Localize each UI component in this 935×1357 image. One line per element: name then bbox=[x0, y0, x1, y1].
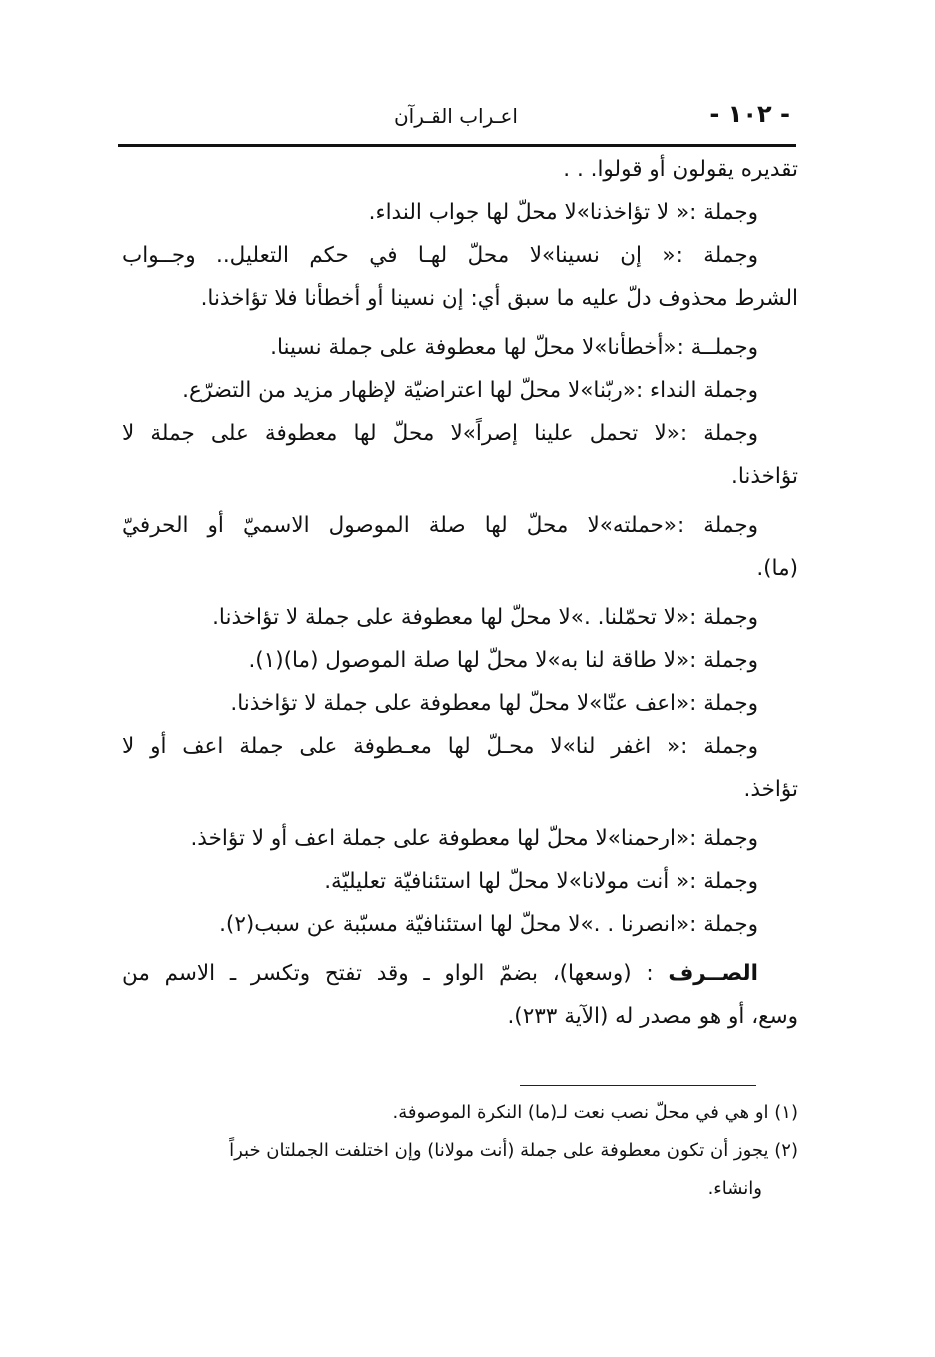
text-line: وجملة :« إن نسينا»لا محلّ لهـا في حكم التعليل.. وجــواب bbox=[122, 243, 758, 268]
footnote-rule bbox=[520, 1085, 756, 1086]
text-line bbox=[122, 952, 798, 995]
text-line: (ما). bbox=[756, 556, 798, 581]
text-line: وجملة :«لا تحمّلنا. .»لا محلّ لها معطوفة على جملة لا تؤاخذنا. bbox=[212, 605, 758, 630]
section-heading-sarf: الصــرف bbox=[668, 961, 758, 986]
text-line: وجملة :«لا طاقة لنا به»لا محلّ لها صلة الموصول (ما)(١). bbox=[248, 648, 758, 673]
text-line: وسع، أو هو مصدر له (الآية ٢٣٣). bbox=[507, 1004, 798, 1029]
text-line: الشرط محذوف دلّ عليه ما سبق أي: إن نسينا أو أخطأنا فلا تؤاخذنا. bbox=[200, 286, 798, 311]
main-text bbox=[122, 148, 798, 1038]
page-number: - ١٠٢ - bbox=[709, 100, 790, 128]
footnote: وانشاء. bbox=[707, 1178, 762, 1199]
text-line: وجملة النداء :«ربّنا»لا محلّ لها اعتراضيّة لإظهار مزيد من التضرّع. bbox=[182, 378, 758, 403]
text-line: وجملة :« لا تؤاخذنا»لا محلّ لها جواب النداء. bbox=[368, 200, 758, 225]
text-line: وجملة :«ارحمنا»لا محلّ لها معطوفة على جملة اعف أو لا تؤاخذ. bbox=[190, 826, 758, 851]
text-span: : (وسعها)، بضمّ الواو ـ وقد تفتح وتكسر ـ الاسم من bbox=[122, 961, 654, 986]
text-line: تقديره يقولون أو قولوا. . . bbox=[563, 157, 798, 182]
text-line: وجملة :«لا تحمل علينا إصراً»لا محلّ لها معطوفة على جملة لا bbox=[122, 421, 758, 446]
text-line: وجملة :«انصرنا . .»لا محلّ لها استئنافيّة مسبّبة عن سبب(٢). bbox=[219, 912, 758, 937]
text-line: تؤاخذ. bbox=[743, 777, 798, 802]
page-header bbox=[120, 100, 800, 134]
header-rule bbox=[118, 144, 796, 147]
footnotes bbox=[122, 1094, 798, 1208]
text-line: وجملة :« اغفر لنا»لا محـلّ لها معـطوفة على جملة اعف أو لا bbox=[122, 734, 758, 759]
text-line: وجملة :«اعف عنّا»لا محلّ لها معطوفة على جملة لا تؤاخذنا. bbox=[230, 691, 758, 716]
footnote: (٢) يجوز أن تكون معطوفة على جملة (أنت مولانا) وإن اختلفت الجملتان خبراً bbox=[229, 1140, 798, 1161]
text-line: وجملــة :«أخطأنا»لا محلّ لها معطوفة على جملة نسينا. bbox=[270, 335, 758, 360]
running-title: اعـراب القـرآن bbox=[393, 104, 518, 128]
text-line: تؤاخذنا. bbox=[730, 464, 798, 489]
text-line: وجملة :«حملته»لا محلّ لها صلة الموصول الاسميّ أو الحرفيّ bbox=[122, 513, 758, 538]
footnote: (١) او هي في محلّ نصب نعت لـ(ما) النكرة الموصوفة. bbox=[392, 1102, 798, 1123]
text-line: وجملة :« أنت مولانا»لا محلّ لها استئنافيّة تعليليّة. bbox=[324, 869, 758, 894]
